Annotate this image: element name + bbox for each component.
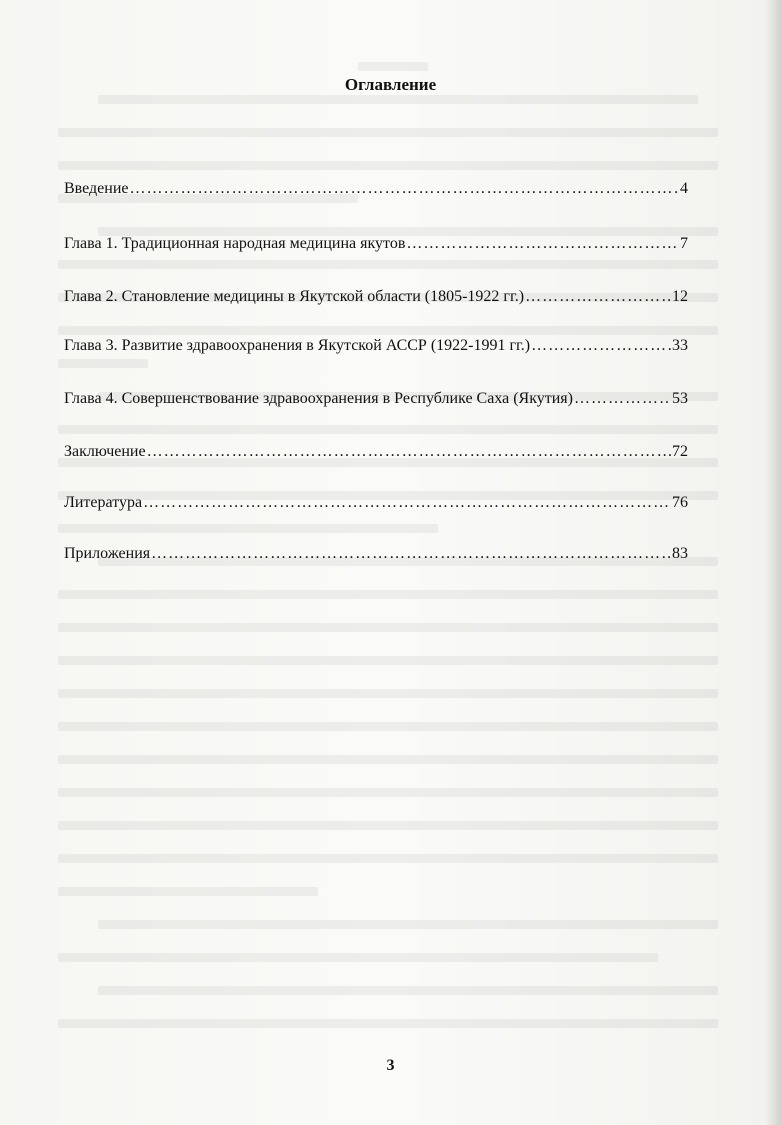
toc-entry-page: 83 xyxy=(672,545,688,562)
toc-entry[interactable] xyxy=(64,443,688,461)
toc-entry[interactable] xyxy=(64,180,688,198)
toc-entry-label: Глава 3. Развитие здравоохранения в Якутской АССР (1922-1991 гг.) xyxy=(64,337,531,354)
toc-entry[interactable] xyxy=(64,288,688,306)
toc-entry-page: 4 xyxy=(680,180,688,197)
toc-entry-page: 7 xyxy=(680,235,688,252)
toc-entry-page: 33 xyxy=(672,337,688,354)
toc-entry[interactable] xyxy=(64,235,688,253)
toc-entry[interactable] xyxy=(64,390,688,408)
toc-entry-page: 72 xyxy=(672,443,688,460)
page-number: 3 xyxy=(386,1057,395,1074)
toc-entry[interactable] xyxy=(64,494,688,512)
toc-entry-label: Заключение xyxy=(64,443,146,460)
toc-entry-label: Глава 2. Становление медицины в Якутской области (1805-1922 гг.) xyxy=(64,288,525,305)
page-title: Оглавление xyxy=(344,75,437,94)
toc-entry-page: 12 xyxy=(672,288,688,305)
toc-entry-page: 53 xyxy=(672,390,688,407)
toc-leader-dots xyxy=(147,443,671,461)
toc-leader-dots xyxy=(531,337,671,355)
toc-entry[interactable] xyxy=(64,545,688,563)
toc-leader-dots xyxy=(525,288,671,306)
scan-edge-shadow xyxy=(765,0,781,1125)
toc-leader-dots xyxy=(130,180,680,198)
toc-entry-label: Глава 4. Совершенствование здравоохранения в Республике Саха (Якутия) xyxy=(64,390,573,407)
toc-leader-dots xyxy=(151,545,671,563)
toc-entry-label: Приложения xyxy=(64,545,151,562)
toc-leader-dots xyxy=(406,235,679,253)
toc-entry-page: 76 xyxy=(672,494,688,511)
toc-leader-dots xyxy=(574,390,671,408)
toc-entry[interactable] xyxy=(64,337,688,355)
toc-leader-dots xyxy=(143,494,671,512)
toc-entry-label: Глава 1. Традиционная народная медицина якутов xyxy=(64,235,406,252)
toc-entry-label: Введение xyxy=(64,180,129,197)
toc-entry-label: Литература xyxy=(64,494,143,511)
